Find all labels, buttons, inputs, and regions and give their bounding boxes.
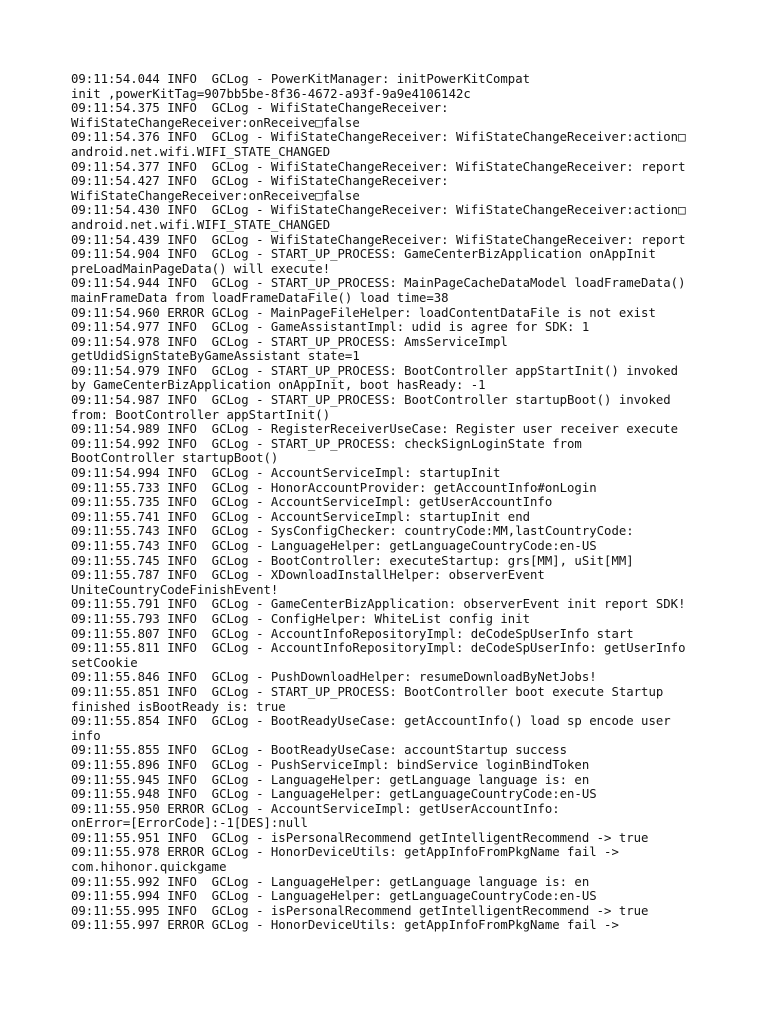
log-line: WifiStateChangeReceiver:onReceive□false bbox=[71, 188, 360, 203]
log-line: onError=[ErrorCode]:-1[DES]:null bbox=[71, 816, 308, 831]
log-line: 09:11:55.793 INFO GCLog - ConfigHelper: WhiteList config init bbox=[71, 611, 531, 626]
log-line: by GameCenterBizApplication onAppInit, boot hasReady: -1 bbox=[71, 378, 486, 393]
log-line: setCookie bbox=[71, 655, 138, 670]
log-line: info bbox=[71, 728, 101, 743]
log-line: 09:11:54.978 INFO GCLog - START_UP_PROCESS: AmsServiceImpl bbox=[71, 334, 508, 349]
log-line: WifiStateChangeReceiver:onReceive□false bbox=[71, 115, 360, 130]
log-line: 09:11:55.743 INFO GCLog - SysConfigChecker: countryCode:MM,lastCountryCode: bbox=[71, 524, 634, 539]
log-line: 09:11:54.987 INFO GCLog - START_UP_PROCESS: BootController startupBoot() invoked bbox=[71, 393, 671, 408]
log-line: 09:11:54.430 INFO GCLog - WifiStateChangeReceiver: WifiStateChangeReceiver:action□ bbox=[71, 203, 686, 218]
log-line: 09:11:55.948 INFO GCLog - LanguageHelper: getLanguageCountryCode:en-US bbox=[71, 787, 597, 802]
log-line: 09:11:54.904 INFO GCLog - START_UP_PROCESS: GameCenterBizApplication onAppInit bbox=[71, 247, 656, 262]
log-line: 09:11:54.960 ERROR GCLog - MainPageFileHelper: loadContentDataFile is not exist bbox=[71, 305, 656, 320]
log-line: 09:11:55.735 INFO GCLog - AccountServiceImpl: getUserAccountInfo bbox=[71, 495, 553, 510]
log-line: 09:11:55.745 INFO GCLog - BootController: executeStartup: grs[MM], uSit[MM] bbox=[71, 553, 634, 568]
log-line: 09:11:54.376 INFO GCLog - WifiStateChangeReceiver: WifiStateChangeReceiver:action□ bbox=[71, 130, 686, 145]
log-line: init ,powerKitTag=907bb5be-8f36-4672-a93f-9a9e4106142c bbox=[71, 86, 471, 101]
log-line: 09:11:55.855 INFO GCLog - BootReadyUseCase: accountStartup success bbox=[71, 743, 568, 758]
log-line: 09:11:55.950 ERROR GCLog - AccountServiceImpl: getUserAccountInfo: bbox=[71, 801, 560, 816]
log-line: 09:11:54.944 INFO GCLog - START_UP_PROCESS: MainPageCacheDataModel loadFrameData() bbox=[71, 276, 686, 291]
log-line: 09:11:55.787 INFO GCLog - XDownloadInstallHelper: observerEvent bbox=[71, 568, 545, 583]
log-line: preLoadMainPageData() will execute! bbox=[71, 261, 331, 276]
log-line: android.net.wifi.WIFI_STATE_CHANGED bbox=[71, 144, 331, 159]
log-line: 09:11:55.995 INFO GCLog - isPersonalRecommend getIntelligentRecommend -> true bbox=[71, 903, 649, 918]
log-line: 09:11:55.846 INFO GCLog - PushDownloadHelper: resumeDownloadByNetJobs! bbox=[71, 670, 597, 685]
log-line: 09:11:54.989 INFO GCLog - RegisterReceiverUseCase: Register user receiver execute bbox=[71, 422, 679, 437]
log-line: 09:11:54.979 INFO GCLog - START_UP_PROCESS: BootController appStartInit() invoked bbox=[71, 363, 679, 378]
log-line: getUdidSignStateByGameAssistant state=1 bbox=[71, 349, 360, 364]
log-document bbox=[71, 72, 711, 933]
log-line: 09:11:54.977 INFO GCLog - GameAssistantImpl: udid is agree for SDK: 1 bbox=[71, 320, 590, 335]
log-line: 09:11:54.044 INFO GCLog - PowerKitManager: initPowerKitCompat bbox=[71, 72, 531, 86]
log-line: from: BootController appStartInit() bbox=[71, 407, 331, 422]
log-line: 09:11:55.945 INFO GCLog - LanguageHelper: getLanguage language is: en bbox=[71, 772, 590, 787]
log-line: 09:11:55.811 INFO GCLog - AccountInfoRepositoryImpl: deCodeSpUserInfo: getUserInfo bbox=[71, 641, 686, 656]
log-line: mainFrameData from loadFrameDataFile() load time=38 bbox=[71, 290, 449, 305]
log-line: 09:11:54.375 INFO GCLog - WifiStateChangeReceiver: bbox=[71, 101, 449, 116]
log-line: 09:11:55.851 INFO GCLog - START_UP_PROCESS: BootController boot execute Startup bbox=[71, 684, 664, 699]
log-line: 09:11:54.992 INFO GCLog - START_UP_PROCESS: checkSignLoginState from bbox=[71, 436, 582, 451]
log-line: 09:11:55.741 INFO GCLog - AccountServiceImpl: startupInit end bbox=[71, 509, 531, 524]
log-line: 09:11:55.992 INFO GCLog - LanguageHelper: getLanguage language is: en bbox=[71, 874, 590, 889]
log-line: 09:11:54.427 INFO GCLog - WifiStateChangeReceiver: bbox=[71, 174, 449, 189]
log-line: 09:11:55.743 INFO GCLog - LanguageHelper: getLanguageCountryCode:en-US bbox=[71, 539, 597, 553]
log-line: BootController startupBoot() bbox=[71, 451, 279, 466]
log-line: 09:11:55.791 INFO GCLog - GameCenterBizApplication: observerEvent init report SDK! bbox=[71, 597, 686, 612]
log-line: 09:11:55.951 INFO GCLog - isPersonalRecommend getIntelligentRecommend -> true bbox=[71, 830, 649, 845]
log-line: 09:11:54.377 INFO GCLog - WifiStateChangeReceiver: WifiStateChangeReceiver: report bbox=[71, 159, 686, 174]
log-line: 09:11:55.854 INFO GCLog - BootReadyUseCase: getAccountInfo() load sp encode user bbox=[71, 714, 671, 729]
log-line: UniteCountryCodeFinishEvent! bbox=[71, 582, 279, 597]
log-line: 09:11:55.997 ERROR GCLog - HonorDeviceUtils: getAppInfoFromPkgName fail -> bbox=[71, 918, 619, 933]
log-line: 09:11:54.439 INFO GCLog - WifiStateChangeReceiver: WifiStateChangeReceiver: report bbox=[71, 232, 686, 247]
log-line: 09:11:55.733 INFO GCLog - HonorAccountProvider: getAccountInfo#onLogin bbox=[71, 480, 597, 495]
log-line: finished isBootReady is: true bbox=[71, 699, 286, 714]
log-line: 09:11:55.807 INFO GCLog - AccountInfoRepositoryImpl: deCodeSpUserInfo start bbox=[71, 626, 634, 641]
log-line: 09:11:55.896 INFO GCLog - PushServiceImpl: bindService loginBindToken bbox=[71, 757, 590, 772]
log-line: 09:11:54.994 INFO GCLog - AccountServiceImpl: startupInit bbox=[71, 466, 501, 481]
log-line: com.hihonor.quickgame bbox=[71, 860, 227, 875]
log-line: 09:11:55.978 ERROR GCLog - HonorDeviceUtils: getAppInfoFromPkgName fail -> bbox=[71, 845, 619, 860]
log-line: 09:11:55.994 INFO GCLog - LanguageHelper: getLanguageCountryCode:en-US bbox=[71, 889, 597, 904]
log-line: android.net.wifi.WIFI_STATE_CHANGED bbox=[71, 217, 331, 232]
